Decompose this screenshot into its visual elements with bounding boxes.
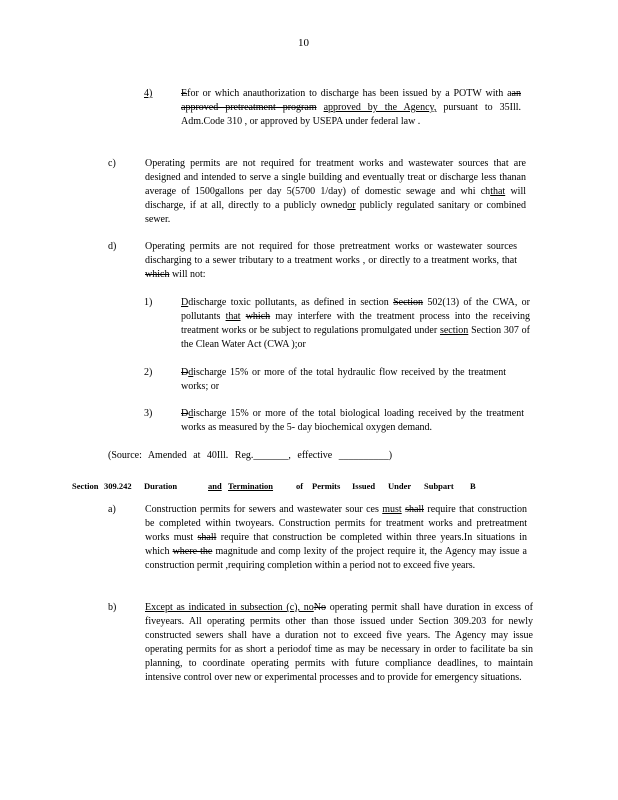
inserted-text: approved by the Agency,	[323, 102, 437, 113]
paragraph-b	[145, 601, 533, 685]
deleted-text: Section	[393, 297, 424, 308]
section-number: 309.242	[104, 481, 132, 491]
item-label-d3: 3)	[144, 408, 153, 419]
deleted-text: D	[181, 367, 189, 378]
source-text: )	[388, 450, 393, 461]
paragraph-text: Section 307 of the Clean Water Act (CWA );or	[181, 325, 531, 350]
item-label-c: c)	[108, 158, 116, 169]
blank-line: _______	[253, 450, 289, 461]
source-note	[108, 449, 438, 463]
section-title-word: Subpart	[424, 481, 454, 491]
page-number: 10	[298, 37, 309, 49]
deleted-text: which	[145, 269, 170, 280]
paragraph-text: require that construction be completed within three years.In situations in which	[145, 532, 527, 557]
inserted-text: or	[347, 200, 356, 211]
deleted-text: where the	[172, 546, 213, 557]
deleted-text: which	[245, 311, 271, 322]
paragraph-text: will discharge, if at all, directly to a publicly owned	[145, 186, 526, 211]
deleted-text: shall	[405, 504, 425, 515]
paragraph-c	[145, 157, 526, 227]
paragraph-text: may interfere with the treatment process into the receiving treatment works or be subject to regulations promulgated under	[181, 311, 530, 336]
item-label-4-text: 4)	[144, 88, 153, 99]
section-title-word: Duration	[144, 481, 178, 491]
paragraph-text: will not:	[169, 269, 206, 280]
section-title-word: Permits	[312, 481, 341, 491]
item-label-a: a)	[108, 504, 116, 515]
paragraph-text: for or which anauthorization to discharge has been issued by a POTW with a	[187, 88, 512, 99]
source-text: (Source: Amended at 40Ill. Reg.	[108, 450, 254, 461]
section-title-word: of	[296, 481, 304, 491]
section-word: Section	[72, 481, 99, 491]
inserted-text: that	[225, 311, 241, 322]
section-title-word: Termination	[228, 481, 274, 491]
item-label-d: d)	[108, 241, 117, 252]
deleted-text: D	[181, 408, 189, 419]
blank-line: __________	[338, 450, 389, 461]
paragraph-text: require that construction be completed within twoyears. Construction permits for treatment works and pretreatment works must	[145, 504, 528, 543]
paragraph-d	[145, 240, 517, 282]
section-title-word: and	[208, 481, 222, 491]
paragraph-text: operating permit shall have duration in excess of fiveyears. All operating permits other than those issued under Section 309.203 for newly constructed sewers shall have a duration not to exceed five years. The Agency may issue operating permits for as short a periodof time as may be necessary in order to facilitate ba sin planning, to coordinate operating permits with future compliance deadlines, to maintain intensive control over new or experimental processes and to provide for emergency situations.	[145, 602, 533, 683]
paragraph-text: Operating permits are not required for treatment works and wastewater sources that are designed and intended to serve a single building and eventually treat or discharge less thanan average of 1500gallons per day 5(5700 1/day) of domestic sewage and whi ch	[145, 158, 526, 197]
deleted-text: shall	[197, 532, 217, 543]
paragraph-text: Construction permits for sewers and wastewater sour ces	[145, 504, 383, 515]
inserted-text: d	[188, 408, 194, 419]
inserted-text: Except as indicated in subsection (c), no	[145, 602, 314, 613]
paragraph-d1	[181, 296, 530, 352]
inserted-text: D	[181, 297, 189, 308]
inserted-text: d	[188, 367, 194, 378]
section-heading	[72, 479, 492, 493]
deleted-text: an approved pretreatment program	[181, 88, 521, 113]
inserted-text: must	[382, 504, 402, 515]
item-label-d2: 2)	[144, 367, 153, 378]
item-label-b: b)	[108, 602, 117, 613]
paragraph-text: ischarge 15% or more of the total hydraulic flow received by the treatment works; or	[181, 367, 506, 392]
paragraph-a	[145, 503, 527, 573]
paragraph-text: 502(13) of the CWA, or pollutants	[181, 297, 530, 322]
paragraph-text: magnitude and comp lexity of the project require it, the Agency may issue a construction permit ,requiring completion within a period not to exceed five years.	[145, 546, 527, 571]
inserted-text: section	[439, 325, 469, 336]
paragraph-text: pursuant to 35Ill. Adm.Code 310 , or approved by USEPA under federal law .	[181, 102, 522, 127]
section-title-word: B	[470, 481, 476, 491]
section-title-word: Under	[388, 481, 412, 491]
section-title-word: Issued	[352, 481, 376, 491]
paragraph-text: ischarge 15% or more of the total biological loading received by the treatment works as measured by the 5- day biochemical oxygen demand.	[181, 408, 524, 433]
paragraph-d2	[181, 366, 506, 394]
paragraph-text: Operating permits are not required for those pretreatment works or wastewater sources discharging to a sewer tributary to a treatment works , or directly to a treatment works, that	[145, 241, 517, 266]
paragraph-d3	[181, 407, 524, 435]
paragraph-text: discharge toxic pollutants, as defined in section	[188, 297, 394, 308]
source-text: , effective	[288, 450, 339, 461]
paragraph-text: publicly regulated sanitary or combined sewer.	[145, 200, 526, 225]
deleted-text: No	[313, 602, 326, 613]
inserted-text: that	[490, 186, 506, 197]
deleted-text: E	[181, 88, 188, 99]
item-label-4	[144, 87, 164, 101]
paragraph-item-4	[181, 87, 521, 129]
item-label-d1: 1)	[144, 297, 153, 308]
